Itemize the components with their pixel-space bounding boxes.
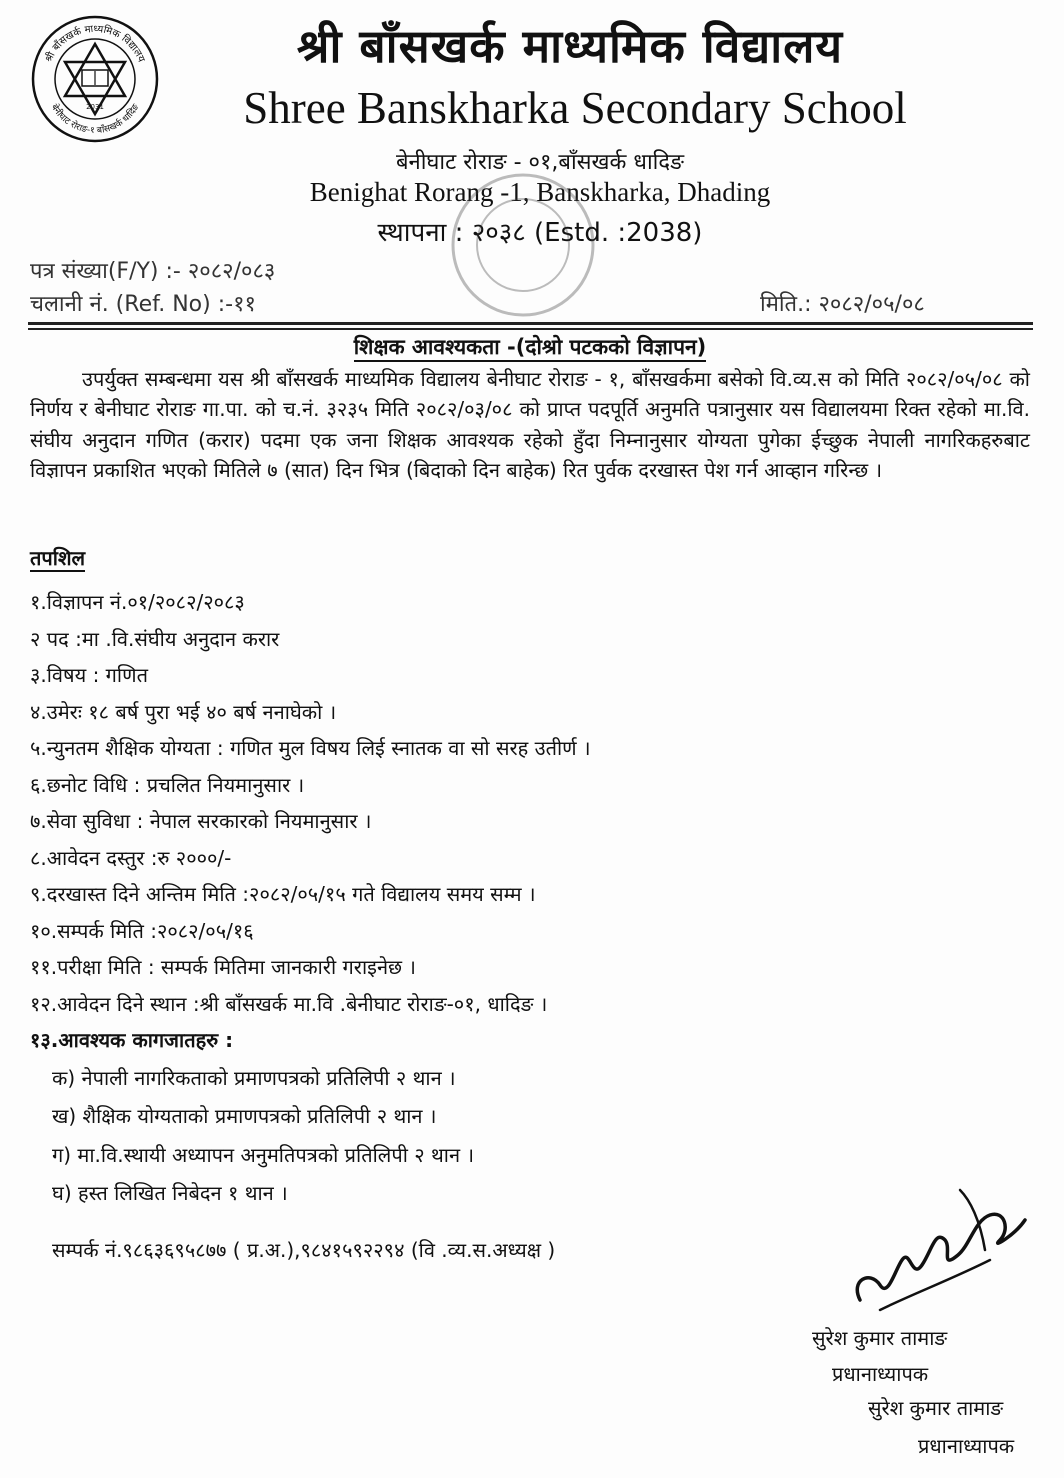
list-item: ३.विषय : गणित [30, 663, 148, 687]
school-logo [30, 14, 160, 144]
document-item: ग) मा.वि.स्थायी अध्यापन अनुमतिपत्रको प्रतिलिपी २ थान । [52, 1142, 475, 1167]
notice-subject [200, 333, 860, 361]
details-list [30, 584, 1030, 1213]
logo-ring-text: श्री बाँसखर्क माध्यमिक विद्यालय [43, 23, 147, 64]
stamp-name: सुरेश कुमार तामाङ [868, 1396, 1004, 1420]
list-item: ५.न्युनतम शैक्षिक योग्यता : गणित मुल विषय लिई स्नातक वा सो सरह उतीर्ण । [30, 736, 591, 760]
stamp-designation: प्रधानाध्यापक [918, 1434, 1015, 1458]
list-item: १.विज्ञापन नं.०१/२०८२/२०८३ [30, 590, 245, 614]
school-name-english: Shree Banskharka Secondary School [243, 83, 907, 133]
signatory-name: सुरेश कुमार तामाङ [812, 1326, 948, 1350]
notice-body: उपर्युक्त सम्बन्धमा यस श्री बाँसखर्क माध्यमिक विद्यालय बेनीघाट रोराङ - १, बाँसखर्कमा बसेको वि.व्य.स को मिति २०८२/०५/०८ को निर्णय र बेनीघाट रोराङ गा.पा. को च.नं. ३२३५ मिति २०८२/०३/०८ को प्राप्त पदपूर्ति अनुमति पत्रानुसार यस विद्यालयमा रिक्त रहेको मा.वि. संघीय अनुदान गणित (करार) पदमा एक जना शिक्षक आवश्यक रहेको हुँदा निम्नानुसार योग्यता पुगेका ईच्छुक नेपाली नागरिकहरुबाट विज्ञापन प्रकाशित भएको मितिले ७ (सात) दिन भित्र (बिदाको दिन बाहेक) रित पुर्वक दरखास्त पेश गर्न आव्हान गरिन्छ । [30, 367, 1030, 482]
document-item: क) नेपाली नागरिकताको प्रमाणपत्रको प्रतिलिपी २ थान । [52, 1065, 456, 1090]
school-name-nepali: श्री बाँसखर्क माध्यमिक विद्यालय [296, 19, 844, 73]
list-item: ९.दरखास्त दिने अन्तिम मिति :२०८२/०५/१५ गते विद्यालय समय सम्म । [30, 882, 536, 906]
documents-heading: १३.आवश्यक कागजातहरु : [30, 1028, 234, 1052]
list-item: ७.सेवा सुविधा : नेपाल सरकारको नियमानुसार । [30, 809, 372, 833]
letter-number: पत्र संख्या(F/Y) :- २०८२/०८३ [30, 259, 276, 284]
notice-subject-text: शिक्षक आवश्यकता -(दोश्रो पटकको विज्ञापन) [354, 335, 707, 362]
list-item: ११.परीक्षा मिति : सम्पर्क मितिमा जानकारी गराइनेछ । [30, 955, 416, 979]
address-english: Benighat Rorang -1, Banskharka, Dhading [309, 177, 771, 207]
logo-year: 2031 [86, 103, 104, 111]
list-item: १०.सम्पर्क मिति :२०८२/०५/१६ [30, 918, 254, 943]
list-item: ६.छनोट विधि : प्रचलित नियमानुसार । [30, 772, 305, 797]
divider-line [28, 322, 1033, 325]
signature [840, 1160, 1030, 1330]
list-item: १२.आवेदन दिने स्थान :श्री बाँसखर्क मा.वि .बेनीघाट रोराङ-०१, धादिङ । [30, 991, 548, 1016]
list-item: ८.आवेदन दस्तुर :रु २०००/- [30, 845, 232, 870]
established-year: स्थापना : २०३८ (Estd. :2038) [377, 218, 703, 248]
official-stamp [448, 170, 598, 320]
letter-date: मिति.: २०८२/०५/०८ [760, 292, 925, 317]
contact-numbers: सम्पर्क नं.९८६३६९५८७७ ( प्र.अ.),९८४१५९२२९४ (वि .व्य.स.अध्यक्ष ) [52, 1238, 556, 1262]
list-item: २ पद :मा .वि.संघीय अनुदान करार [30, 626, 280, 651]
divider-line [28, 328, 1033, 330]
list-item: ४.उमेरः १८ बर्ष पुरा भई ४० बर्ष ननाघेको । [30, 699, 337, 724]
signatory-designation: प्रधानाध्यापक [832, 1362, 929, 1386]
logo-ring-text-bottom: बेनीघाट रोराङ-१ बाँसखर्क धादिङ [48, 102, 142, 137]
document-item: ख) शैक्षिक योग्यताको प्रमाणपत्रको प्रतिलिपी २ थान । [52, 1104, 437, 1128]
details-heading: तपशिल [30, 546, 86, 570]
address-nepali: बेनीघाट रोराङ - ०१,बाँसखर्क धादिङ [395, 150, 685, 175]
dispatch-number: चलानी नं. (Ref. No) :-११ [30, 292, 256, 317]
document-item: घ) हस्त लिखित निबेदन १ थान । [52, 1181, 288, 1205]
